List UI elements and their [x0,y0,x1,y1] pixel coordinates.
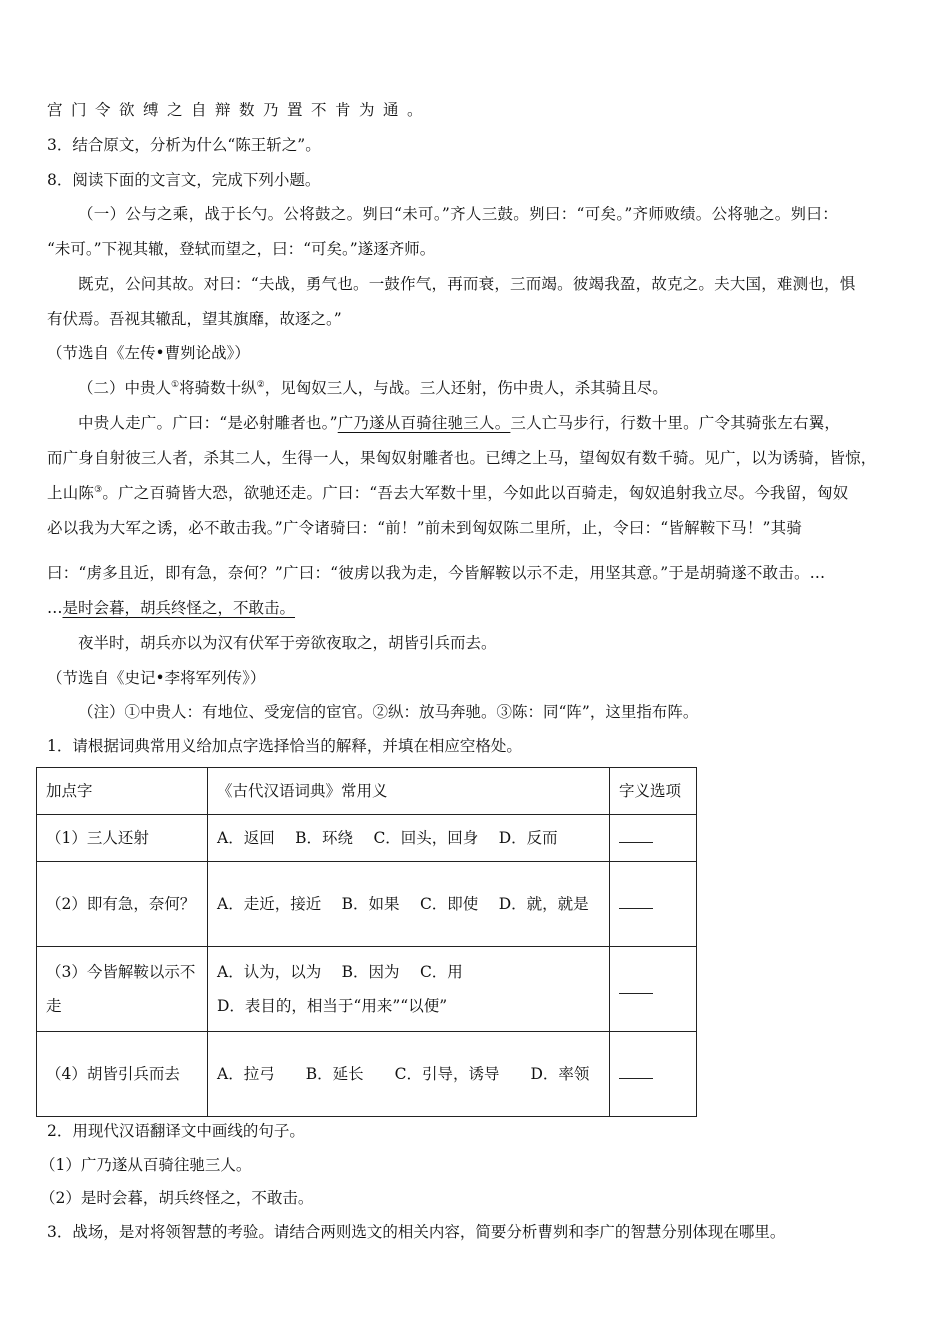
sub-question-2: 2．用现代汉语翻译文中画线的句子。 [47,1122,305,1140]
text-line-1: 宫门令欲缚之自辩数乃置不肯为通。 [47,101,432,119]
table-cell-meaning: A．返回 B．环绕 C．回头，回身 D．反而 [208,815,610,862]
passage-2-source: （节选自《史记•李将军列传》） [47,669,266,687]
answer-blank-cell[interactable] [610,862,697,947]
sub-question-3: 3．战场，是对将领智慧的考验。请结合两则选文的相关内容，简要分析曹刿和李广的智慧分别体现在哪里。 [47,1223,786,1241]
annotation-note: （注）①中贵人：有地位、受宠信的宦官。②纵：放马奔驰。③陈：同“阵”，这里指布阵。 [78,703,699,721]
table-cell-meaning: A．认为，以为 B．因为 C．用 D．表目的，相当于“用来”“以便” [208,947,610,1032]
passage-1-line-3: 既克，公问其故。对曰：“夫战，勇气也。一鼓作气，再而衰，三而竭。彼竭我盈，故克之。夫大国，难测也，惧 [78,275,856,293]
table-row [37,947,697,1032]
table-cell-word: （2）即有急，奈何？ [37,862,208,947]
sub-question-1: 1．请根据词典常用义给加点字选择恰当的解释，并填在相应空格处。 [47,737,522,755]
answer-blank-cell[interactable] [610,1032,697,1117]
underlined-sentence-2: 是时会暮，胡兵终怪之，不敢击。 [62,599,296,617]
table-cell-meaning: A．拉弓 B．延长 C．引导，诱导 D．率领 [208,1032,610,1117]
answer-blank[interactable] [619,894,653,909]
answer-blank-cell[interactable] [610,947,697,1032]
question-3-line: 3．结合原文，分析为什么“陈王斩之”。 [47,136,321,154]
sub-question-2-item-2: （2）是时会暮，胡兵终怪之，不敢击。 [40,1189,314,1207]
passage-2-line-7: …是时会暮，胡兵终怪之，不敢击。 [47,599,296,617]
vocabulary-table [36,767,697,1117]
table-header-cell: 《古代汉语词典》常用义 [208,768,610,815]
passage-2-line-8: 夜半时，胡兵亦以为汉有伏军于旁欲夜取之，胡皆引兵而去。 [78,634,497,652]
table-row [37,815,697,862]
table-header-cell: 加点字 [37,768,208,815]
table-header-cell: 字义选项 [610,768,697,815]
answer-blank[interactable] [619,979,653,994]
question-8-heading: 8．阅读下面的文言文，完成下列小题。 [47,171,321,189]
passage-1-line-1: （一）公与之乘，战于长勺。公将鼓之。刿曰“未可。”齐人三鼓。刿曰：“可矣。”齐师败绩。公将驰之。刿曰： [78,205,838,223]
passage-2-line-6: 曰：“虏多且近，即有急，奈何？”广曰：“彼虏以我为走，今皆解鞍以示不走，用坚其意。”于是胡骑遂不敢击。… [47,564,826,582]
table-row [37,1032,697,1117]
table-cell-word: （4）胡皆引兵而去 [37,1032,208,1117]
passage-1-source: （节选自《左传•曹刿论战》） [47,344,250,362]
underlined-sentence-1: 广乃遂从百骑往驰三人。 [337,414,511,432]
passage-2-line-3: 而广身自射彼三人者，杀其二人，生得一人，果匈奴射雕者也。已缚之上马，望匈奴有数千骑。见广，以为诱骑，皆惊， [47,449,877,467]
passage-2-line-5: 必以我为大军之诱，必不敢击我。”广令诸骑曰：“前！”前未到匈奴陈二里所，止，令曰：“皆解鞍下马！”其骑 [47,519,803,537]
passage-2-line-4: 上山陈③。广之百骑皆大恐，欲驰还走。广曰：“吾去大军数十里，今如此以百骑走，匈奴追射我立尽。今我留，匈奴 [47,484,849,502]
answer-blank[interactable] [619,1064,653,1079]
table-cell-word: （1）三人还射 [37,815,208,862]
table-row [37,862,697,947]
table-header-row [37,768,697,815]
passage-2-line-1: （二）中贵人①将骑数十纵②，见匈奴三人，与战。三人还射，伤中贵人，杀其骑且尽。 [78,379,668,397]
passage-1-line-2: “未可。”下视其辙，登轼而望之，曰：“可矣。”遂逐齐师。 [47,240,436,258]
table-cell-word: （3）今皆解鞍以示不走 [37,947,208,1032]
table-cell-meaning: A．走近，接近 B．如果 C．即使 D．就，就是 [208,862,610,947]
answer-blank[interactable] [619,828,653,843]
passage-2-line-2: 中贵人走广。广曰：“是必射雕者也。”广乃遂从百骑往驰三人。三人亡马步行，行数十里。广令其骑张左右翼， [78,414,841,432]
sub-question-2-item-1: （1）广乃遂从百骑往驰三人。 [40,1156,252,1174]
passage-1-line-4: 有伏焉。吾视其辙乱，望其旗靡，故逐之。” [47,310,342,328]
answer-blank-cell[interactable] [610,815,697,862]
